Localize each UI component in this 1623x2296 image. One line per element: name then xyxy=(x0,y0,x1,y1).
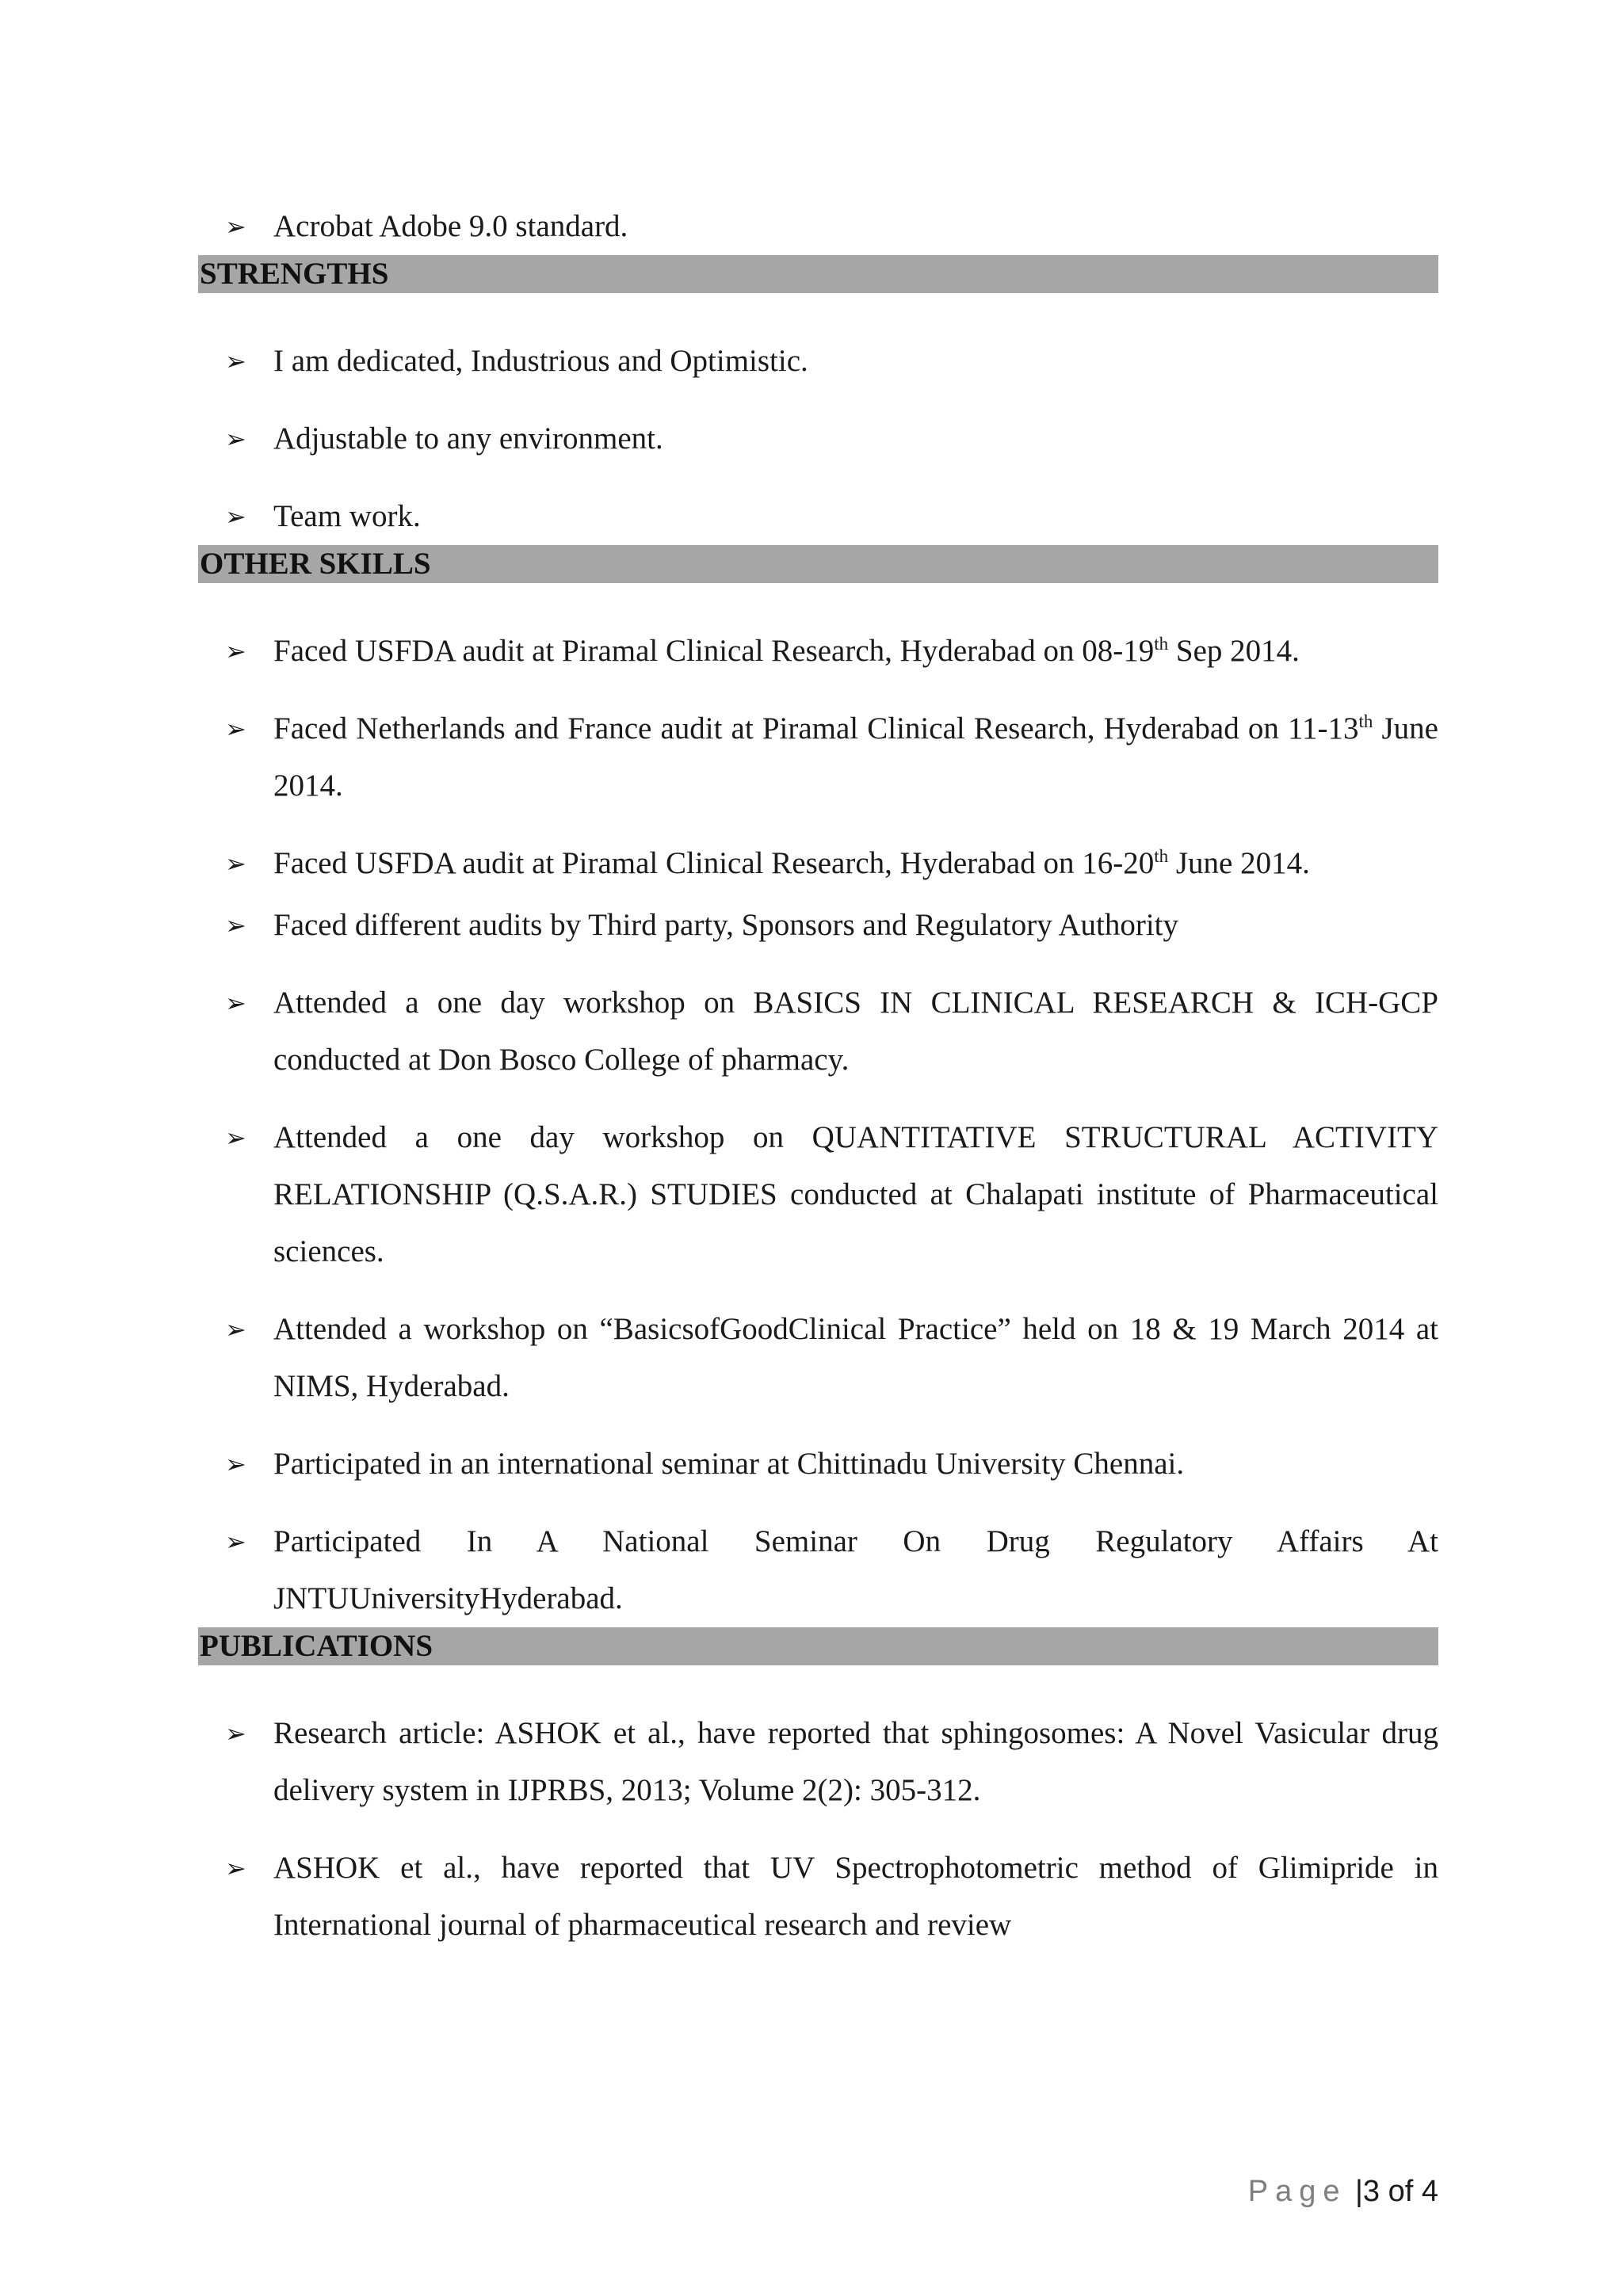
list-item-text: Attended a one day workshop on BASICS IN CLINICAL RESEARCH & ICH-GCP conducted at Don Bosco College of pharmacy. xyxy=(273,986,1438,1077)
section-heading-other-skills: OTHER SKILLS xyxy=(198,545,1438,583)
list-item xyxy=(198,700,1438,814)
list-item-text-tail: June 2014. xyxy=(273,711,1438,803)
arrow-bullet-icon: ➢ xyxy=(225,1718,246,1749)
arrow-bullet-icon: ➢ xyxy=(225,424,246,454)
publications-list xyxy=(198,1705,1438,1954)
arrow-bullet-icon: ➢ xyxy=(225,1314,246,1344)
list-item-text-tail: Sep 2014. xyxy=(1168,634,1300,668)
arrow-bullet-icon: ➢ xyxy=(225,636,246,666)
list-item xyxy=(198,835,1438,892)
list-item-text: I am dedicated, Industrious and Optimistic. xyxy=(273,344,808,378)
section-heading-strengths: STRENGTHS xyxy=(198,255,1438,293)
list-item xyxy=(198,1109,1438,1280)
ordinal-suffix: th xyxy=(1358,711,1373,731)
list-item xyxy=(198,974,1438,1089)
list-item-text: Attended a one day workshop on QUANTITATIVE STRUCTURAL ACTIVITY RELATIONSHIP (Q.S.A.R.) STUDIES conducted at Chalapati institute of Pharmaceutical sciences. xyxy=(273,1120,1438,1268)
list-item xyxy=(198,1436,1438,1493)
list-item xyxy=(198,488,1438,545)
list-item-text: Faced Netherlands and France audit at Piramal Clinical Research, Hyderabad on 11-13 xyxy=(273,711,1359,746)
page-label: Page xyxy=(1247,2175,1347,2208)
list-item xyxy=(198,1513,1438,1627)
page-content xyxy=(198,198,1438,1954)
page-separator: | xyxy=(1355,2175,1363,2208)
list-item-text: Team work. xyxy=(273,499,421,533)
list-item-text: Participated In A National Seminar On Drug Regulatory Affairs At JNTUUniversityHyderabad. xyxy=(273,1524,1438,1615)
list-item-text: Attended a workshop on “BasicsofGoodClinical Practice” held on 18 & 19 March 2014 at NIMS, Hyderabad. xyxy=(273,1312,1438,1403)
list-item-text: Faced USFDA audit at Piramal Clinical Research, Hyderabad on 08-19 xyxy=(273,634,1155,668)
list-item xyxy=(198,897,1438,954)
list-item-text: Faced USFDA audit at Piramal Clinical Research, Hyderabad on 16-20 xyxy=(273,846,1155,880)
list-item-text: Participated in an international seminar at Chittinadu University Chennai. xyxy=(273,1447,1185,1481)
arrow-bullet-icon: ➢ xyxy=(225,1123,246,1153)
arrow-bullet-icon: ➢ xyxy=(225,988,246,1018)
list-item-text: ASHOK et al., have reported that UV Spectrophotometric method of Glimipride in International journal of pharmaceutical research and review xyxy=(273,1851,1438,1942)
list-item-text: Adjustable to any environment. xyxy=(273,421,663,456)
list-item xyxy=(198,410,1438,467)
arrow-bullet-icon: ➢ xyxy=(225,1853,246,1883)
list-item-text: Acrobat Adobe 9.0 standard. xyxy=(273,209,628,243)
ordinal-suffix: th xyxy=(1154,634,1169,654)
list-item xyxy=(198,623,1438,680)
software-list xyxy=(198,198,1438,255)
other-skills-list xyxy=(198,623,1438,1627)
page-footer xyxy=(1248,2175,1438,2209)
ordinal-suffix: th xyxy=(1154,846,1169,866)
arrow-bullet-icon: ➢ xyxy=(225,910,246,940)
page-number: 3 of 4 xyxy=(1362,2175,1438,2208)
list-item xyxy=(198,1705,1438,1819)
strengths-list xyxy=(198,333,1438,545)
list-item xyxy=(198,333,1438,390)
list-item xyxy=(198,1840,1438,1954)
arrow-bullet-icon: ➢ xyxy=(225,502,246,532)
list-item xyxy=(198,198,1438,255)
arrow-bullet-icon: ➢ xyxy=(225,212,246,242)
list-item-text-tail: June 2014. xyxy=(1168,846,1310,880)
arrow-bullet-icon: ➢ xyxy=(225,714,246,744)
arrow-bullet-icon: ➢ xyxy=(225,1527,246,1557)
list-item-text: Research article: ASHOK et al., have reported that sphingosomes: A Novel Vasicular drug delivery system in IJPRBS, 2013; Volume 2(2): 305-312. xyxy=(273,1716,1438,1807)
list-item xyxy=(198,1301,1438,1415)
arrow-bullet-icon: ➢ xyxy=(225,849,246,879)
section-heading-publications: PUBLICATIONS xyxy=(198,1627,1438,1665)
arrow-bullet-icon: ➢ xyxy=(225,346,246,376)
arrow-bullet-icon: ➢ xyxy=(225,1449,246,1479)
list-item-text: Faced different audits by Third party, Sponsors and Regulatory Authority xyxy=(273,908,1179,942)
